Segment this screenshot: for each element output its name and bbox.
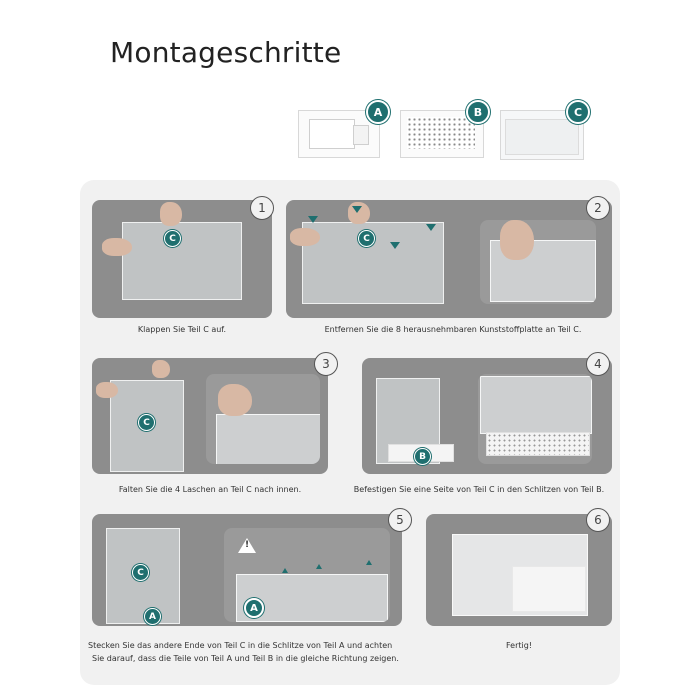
step-6-number: 6 [586,508,610,532]
step-4-caption: Befestigen Sie eine Seite von Teil C in den Schlitzen von Teil B. [353,485,605,494]
tray-part-a-icon [309,119,355,149]
part-b-badge: B [466,100,490,124]
step-4-detail [478,374,592,464]
step-5-number: 5 [388,508,412,532]
step-1-caption: Klappen Sie Teil C auf. [137,325,227,334]
step-5-caption-line-2: Sie darauf, dass die Teile von Teil A und Teil B in die gleiche Richtung zeigen. [92,654,399,663]
step-5-detail [224,528,390,622]
step-2-badge: C [358,230,375,247]
page-title: Montageschritte [110,36,342,69]
step-2-number: 2 [586,196,610,220]
step-1-photo [92,200,272,318]
step-2-photo [286,200,612,318]
step-4-photo [362,358,612,474]
part-c-badge: C [566,100,590,124]
step-4-number: 4 [586,352,610,376]
step-3-badge: C [138,414,155,431]
arrow-down-icon [352,206,362,213]
step-2-caption: Entfernen Sie die 8 herausnehmbaren Kunststoffplatte an Teil C. [324,325,582,334]
step-5-badge-c: C [132,564,149,581]
step-5-photo [92,514,402,626]
step-6-caption: Fertig! [505,641,533,650]
step-1-badge: C [164,230,181,247]
arrow-up-icon [366,560,372,565]
step-3-number: 3 [314,352,338,376]
step-5-badge-a: A [144,608,161,625]
step-2-detail [480,220,596,304]
hand-right [152,360,170,378]
hand-left [290,228,320,246]
arrow-down-icon [308,216,318,223]
grid-panel-part-b-icon [407,117,475,149]
box-body-part-c-icon [505,119,579,155]
warning-icon: ! [238,538,256,553]
step-3-photo [92,358,328,474]
arrow-down-icon [390,242,400,249]
step-3-caption: Falten Sie die 4 Laschen an Teil C nach innen. [118,485,302,494]
step-6-photo [426,514,612,626]
step-1-number: 1 [250,196,274,220]
hand-right [160,202,182,226]
step-3-detail [206,374,320,464]
step-5-detail-badge-a: A [244,598,264,618]
hand-left [102,238,132,256]
arrow-down-icon [426,224,436,231]
arrow-up-icon [282,568,288,573]
step-5-caption-line-1: Stecken Sie das andere Ende von Teil C in die Schlitze von Teil A und achten [88,641,393,650]
part-a-badge: A [366,100,390,124]
hand-left [96,382,118,398]
arrow-up-icon [316,564,322,569]
step-4-badge: B [414,448,431,465]
